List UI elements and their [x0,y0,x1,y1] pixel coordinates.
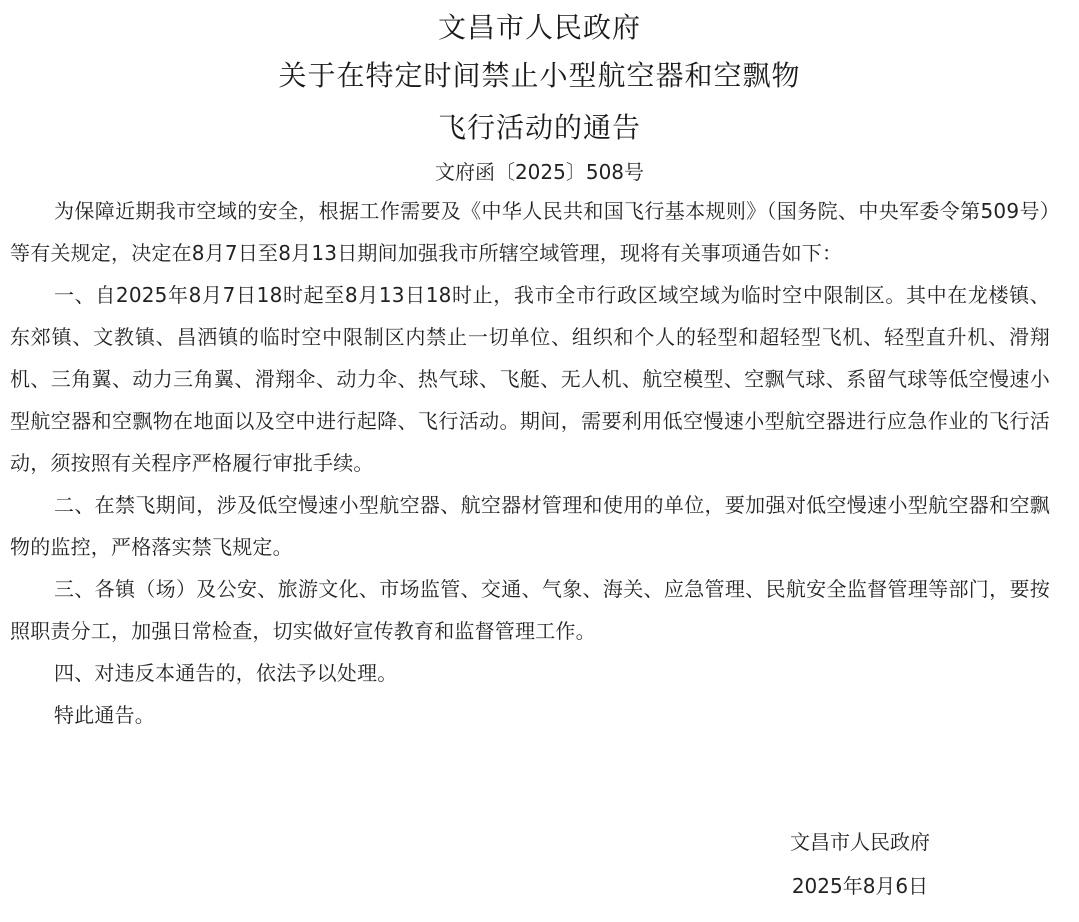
item-3-paragraph: 三、各镇（场）及公安、旅游文化、市场监管、交通、气象、海关、应急管理、民航安全监督管理等部门，要按照职责分工，加强日常检查，切实做好宣传教育和监督管理工作。 [10,577,1050,643]
item-2-paragraph: 二、在禁飞期间，涉及低空慢速小型航空器、航空器材管理和使用的单位，要加强对低空慢速小型航空器和空飘物的监控，严格落实禁飞规定。 [10,493,1050,559]
notice-body [10,190,1050,736]
title-subject-line2: 飞行活动的通告 [437,111,641,144]
signature-issuer: 文昌市人民政府 [790,830,930,854]
signature-date: 2025年8月6日 [791,874,929,898]
item-4-paragraph: 四、对违反本通告的，依法予以处理。 [54,661,398,685]
title-issuer: 文昌市人民政府 [437,11,641,44]
closing-paragraph: 特此通告。 [54,703,155,727]
signature-block [740,820,980,908]
title-subject-line1: 关于在特定时间禁止小型航空器和空飘物 [278,59,801,92]
document-number: 文府函〔2025〕508号 [434,160,645,184]
item-1-paragraph: 一、自2025年8月7日18时起至8月13日18时止，我市全市行政区域空域为临时空中限制区。其中在龙楼镇、东郊镇、文教镇、昌洒镇的临时空中限制区内禁止一切单位、组织和个人的轻型和超轻型飞机、轻型直升机、滑翔机、三角翼、动力三角翼、滑翔伞、动力伞、热气球、飞艇、无人机、航空模型、空飘气球、系留气球等低空慢速小型航空器和空飘物在地面以及空中进行起降、飞行活动。期间，需要利用低空慢速小型航空器进行应急作业的飞行活动，须按照有关程序严格履行审批手续。 [10,283,1050,475]
intro-paragraph: 为保障近期我市空域的安全，根据工作需要及《中华人民共和国飞行基本规则》（国务院、中央军委令第509号）等有关规定，决定在8月7日至8月13日期间加强我市所辖空域管理，现将有关事项通告如下： [10,199,1050,265]
